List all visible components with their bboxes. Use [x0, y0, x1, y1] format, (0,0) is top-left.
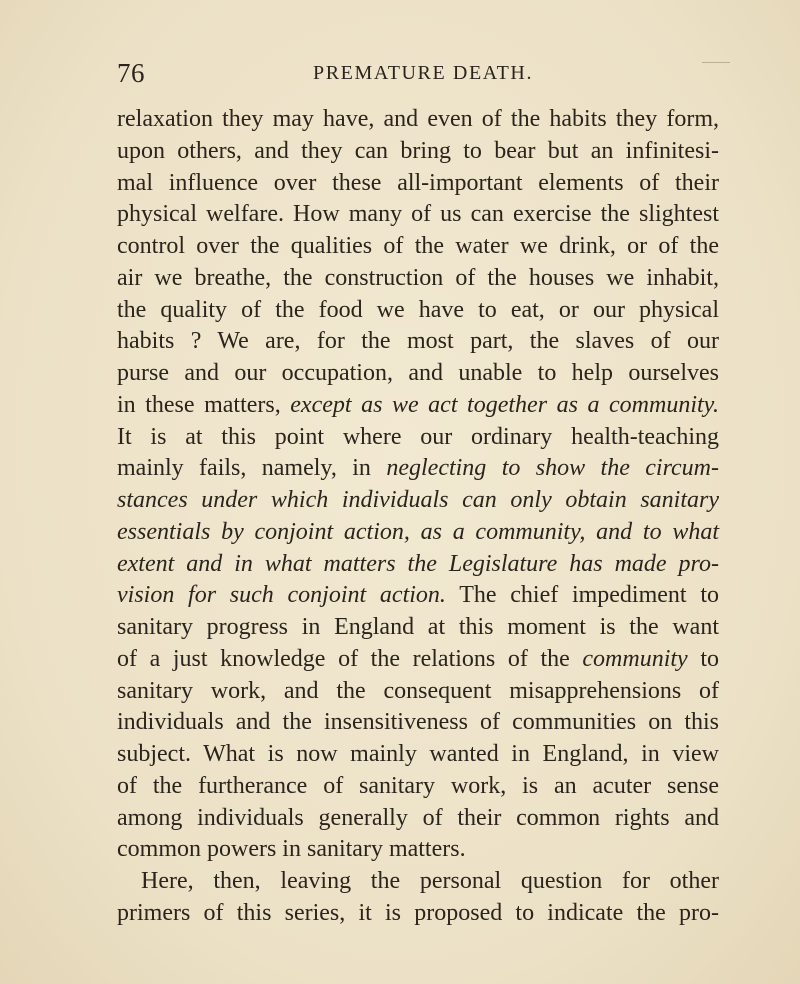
- text-span: primers of this series, it is proposed to indicate the pro-: [117, 899, 719, 926]
- page-number: 76: [117, 58, 145, 88]
- text-line: [117, 263, 719, 295]
- text-line: [117, 676, 719, 708]
- text-span: Here, then, leaving the personal question for other: [141, 868, 719, 894]
- text-line: [117, 326, 719, 358]
- text-span: common powers in sanitary matters.: [117, 836, 466, 863]
- text-span: the quality of the food we have to eat, or our physical: [117, 296, 719, 323]
- text-line: [117, 453, 719, 485]
- text-line: [117, 390, 719, 422]
- text-line: [117, 295, 719, 327]
- text-span: relaxation they may have, and even of the habits they form,: [117, 106, 719, 132]
- text-span: mal influence over these all-important elements of their: [117, 169, 719, 196]
- text-line: [117, 803, 719, 835]
- text-line: [117, 644, 719, 676]
- text-line: [117, 866, 719, 898]
- text-line: [117, 517, 719, 549]
- text-span: control over the qualities of the water we drink, or of the: [117, 233, 719, 259]
- text-span: to: [687, 645, 719, 672]
- italic-text-span: vision for such conjoint action.: [117, 582, 446, 609]
- print-blemish: [702, 62, 730, 63]
- text-line: [117, 199, 719, 231]
- text-span: in these matters,: [117, 391, 291, 418]
- text-line: [117, 104, 719, 136]
- text-span: It is at this point where our ordinary health-teaching: [117, 423, 719, 450]
- text-span: subject. What is now mainly wanted in England, in view: [117, 741, 719, 767]
- italic-text-span: extent and in what matters the Legislature has made pro-: [117, 550, 719, 577]
- text-span: air we breathe, the construction of the houses we inhabit,: [117, 264, 719, 291]
- text-line: [117, 707, 719, 739]
- body-text: [117, 104, 719, 930]
- text-span: upon others, and they can bring to bear but an infinitesi-: [117, 137, 719, 164]
- running-head: [117, 58, 717, 92]
- text-span: physical welfare. How many of us can exercise the slightest: [117, 201, 719, 228]
- text-span: individuals and the insensitiveness of communities on this: [117, 709, 719, 736]
- running-title: PREMATURE DEATH.: [313, 62, 534, 84]
- text-span: sanitary progress in England at this moment is the want: [117, 614, 719, 640]
- text-line: [117, 580, 719, 612]
- text-span: among individuals generally of their common rights and: [117, 804, 719, 831]
- italic-text-span: essentials by conjoint action, as a community, and to what: [117, 518, 719, 545]
- text-line: [117, 422, 719, 454]
- text-span: purse and our occupation, and unable to help ourselves: [117, 360, 719, 386]
- italic-text-span: community: [582, 645, 688, 672]
- text-span: The chief impediment to: [445, 582, 719, 609]
- text-line: [117, 898, 719, 930]
- text-line: [117, 834, 719, 866]
- text-line: [117, 168, 719, 200]
- text-line: [117, 136, 719, 168]
- italic-text-span: stances under which individuals can only obtain sanitary: [117, 487, 719, 513]
- text-line: [117, 612, 719, 644]
- text-line: [117, 771, 719, 803]
- text-span: mainly fails, namely, in: [117, 455, 387, 482]
- text-span: habits ? We are, for the most part, the slaves of our: [117, 328, 719, 355]
- italic-text-span: except as we act together as a community.: [290, 391, 719, 418]
- text-span: of the furtherance of sanitary work, is an acuter sense: [117, 772, 719, 799]
- italic-text-span: neglecting to show the circum-: [386, 455, 719, 482]
- text-line: [117, 549, 719, 581]
- text-line: [117, 739, 719, 771]
- text-line: [117, 485, 719, 517]
- text-span: sanitary work, and the consequent misapprehensions of: [117, 677, 719, 704]
- text-line: [117, 231, 719, 263]
- text-line: [117, 358, 719, 390]
- text-span: of a just knowledge of the relations of the: [117, 645, 583, 672]
